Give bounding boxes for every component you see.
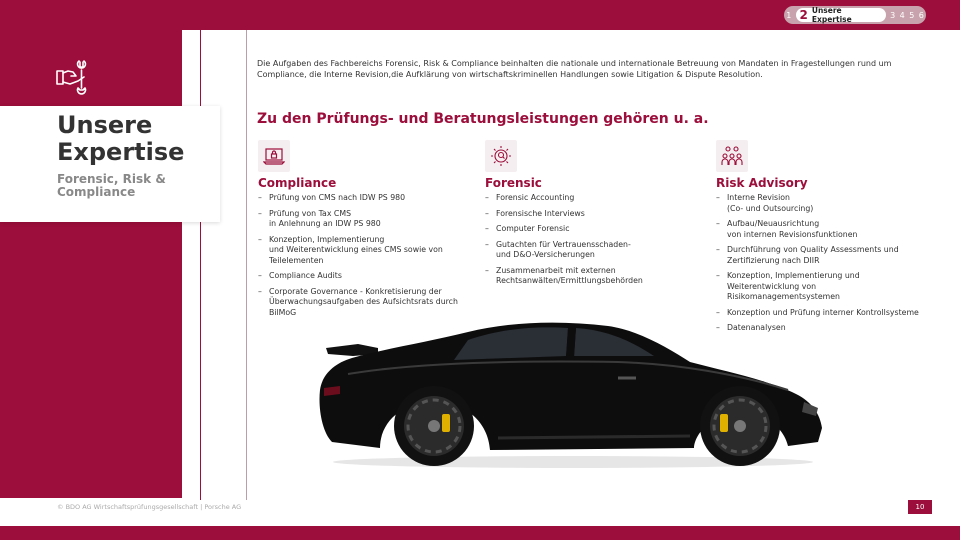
page-subtitle: Forensic, Risk & Compliance [57, 172, 166, 199]
laptop-lock-icon [258, 140, 290, 172]
list-item: – Datenanalysen [716, 323, 926, 334]
column-title: Compliance [258, 176, 337, 190]
section-heading: Zu den Prüfungs- und Beratungsleistungen gehören u. a. [257, 111, 709, 127]
list-item: – Gutachten für Vertrauensschaden- und D&O-Versicherungen [485, 240, 695, 261]
list-item: – Konzeption, Implementierung und Weiterentwicklung von Risikomanagementsystemen [716, 271, 926, 303]
page-title: Unsere Expertise [57, 111, 185, 166]
pager-active-label: Unsere Expertise [811, 6, 852, 24]
list-item: – Interne Revision (Co- und Outsourcing) [716, 193, 926, 214]
column-forensic [485, 140, 695, 292]
list-item: – Konzeption und Prüfung interner Kontrollsysteme [716, 308, 926, 319]
pager-item-6[interactable]: 6 [918, 10, 924, 20]
pager-item-5[interactable]: 5 [909, 10, 915, 20]
column-compliance [258, 140, 468, 323]
list-item: – Computer Forensic [485, 224, 695, 235]
list-item: – Konzeption, Implementierung und Weiterentwicklung eines CMS sowie von Teilelementen [258, 235, 468, 267]
list-item: – Prüfung von Tax CMS in Anlehnung an IDW PS 980 [258, 209, 468, 230]
list-item: – Aufbau/Neuausrichtung von internen Revisionsfunktionen [716, 219, 926, 240]
footer-text: © BDO AG Wirtschaftsprüfungsgesellschaft | Porsche AG [57, 503, 242, 511]
pager-item-1[interactable]: 1 [786, 10, 792, 20]
column-risk-advisory [716, 140, 926, 339]
pager-item-active[interactable] [796, 8, 886, 22]
left-band [0, 30, 182, 498]
hand-wrench-icon [56, 58, 88, 98]
list-item: – Compliance Audits [258, 271, 468, 282]
page-number: 10 [908, 500, 932, 514]
title-card [0, 106, 220, 222]
pager-active-number: 2 [799, 8, 808, 22]
divider-line [200, 30, 201, 500]
list-item: – Prüfung von CMS nach IDW PS 980 [258, 193, 468, 204]
pager-item-3[interactable]: 3 [890, 10, 896, 20]
service-list [485, 193, 695, 287]
service-list [258, 193, 468, 318]
divider-line [246, 30, 247, 500]
intro-paragraph: Die Aufgaben des Fachbereichs Forensic, Risk & Compliance beinhalten die nationale und internationale Betreuung von Mandaten in Fragestellungen rund um Compliance, die Interne Revision,die Aufklärung von wirtschaftskriminellen Handlungen sowie Litigation & Dispute Resolution. [257, 59, 892, 79]
list-item: – Forensische Interviews [485, 209, 695, 220]
people-group-icon [716, 140, 748, 172]
magnifier-gear-icon [485, 140, 517, 172]
list-item: – Corporate Governance - Konkretisierung der Überwachungsaufgaben des Aufsichtsrats durch BilMoG [258, 287, 468, 319]
wheel [394, 386, 474, 466]
sports-car-image [318, 318, 828, 470]
wheel [700, 386, 780, 466]
bottom-band [0, 526, 960, 540]
column-title: Forensic [485, 176, 542, 190]
list-item: – Forensic Accounting [485, 193, 695, 204]
section-pager [784, 6, 926, 24]
pager-item-4[interactable]: 4 [899, 10, 905, 20]
service-list [716, 193, 926, 334]
list-item: – Zusammenarbeit mit externen Rechtsanwälten/Ermittlungsbehörden [485, 266, 695, 287]
column-title: Risk Advisory [716, 176, 808, 190]
list-item: – Durchführung von Quality Assessments und Zertifizierung nach DIIR [716, 245, 926, 266]
